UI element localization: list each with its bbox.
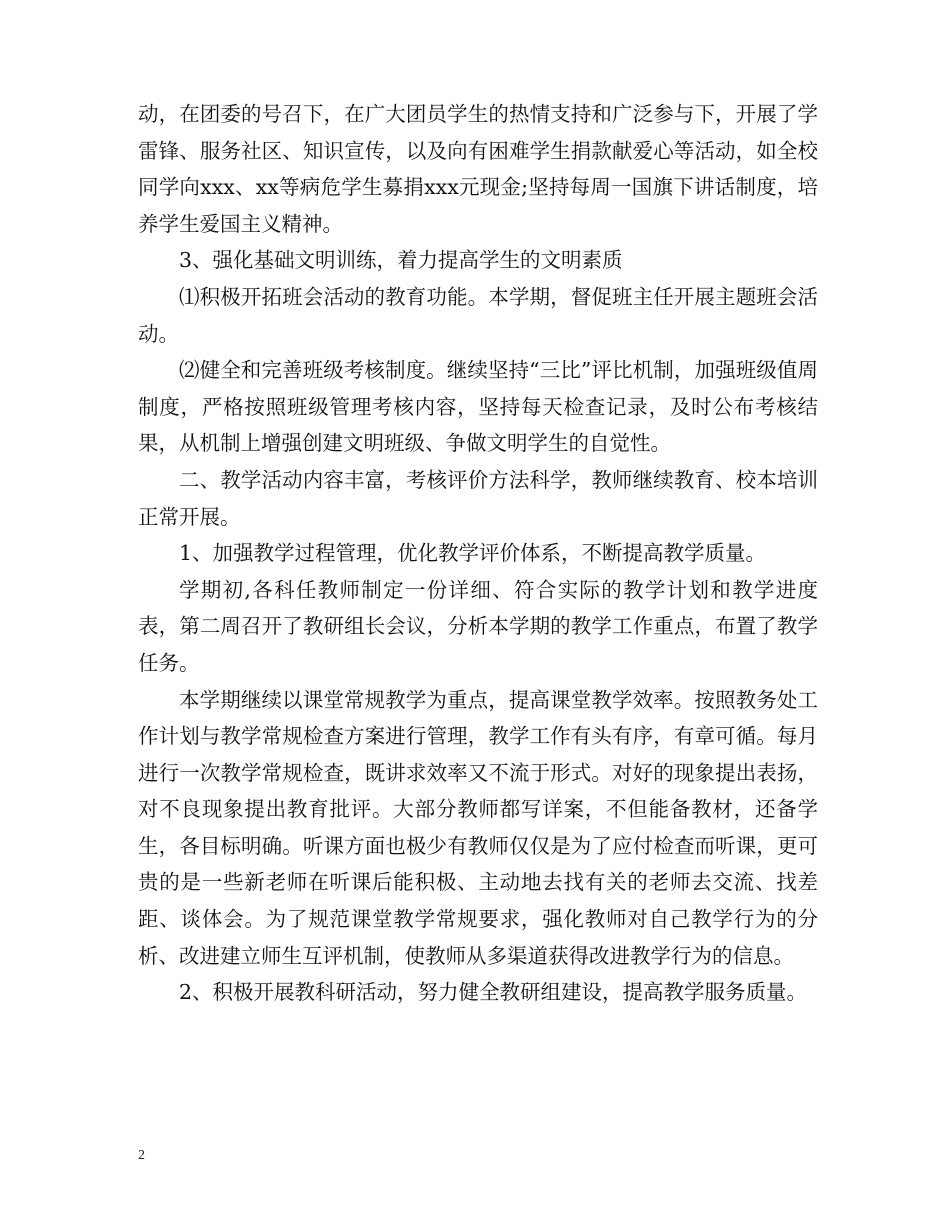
paragraph: ⑵健全和完善班级考核制度。继续坚持“三比”评比机制，加强班级值周制度，严格按照班级管理考核内容，坚持每天检查记录，及时公布考核结果，从机制上增强创建文明班级、争做文明学生的自觉性。 <box>138 358 818 456</box>
paragraph: 本学期继续以课堂常规教学为重点，提高课堂教学效率。按照教务处工作计划与教学常规检查方案进行管理，教学工作有头有序，有章可循。每月进行一次教学常规检查，既讲求效率又不流于形式。对好的现象提出表扬，对不良现象提出教育批评。大部分教师都写详案，不但能备教材，还备学生，各目标明确。听课方面也极少有教师仅仅是为了应付检查而听课，更可贵的是一些新老师在听课后能积极、主动地去找有关的老师去交流、找差距、谈体会。为了规范课堂教学常规要求，强化教师对自己教学行为的分析、改进建立师生互评机制，使教师从多渠道获得改进教学行为的信息。 <box>138 687 818 968</box>
paragraph: 学期初,各科任教师制定一份详细、符合实际的教学计划和教学进度表，第二周召开了教研组长会议，分析本学期的教学工作重点，布置了教学任务。 <box>138 577 818 675</box>
paragraph: ⑴积极开拓班会活动的教育功能。本学期，督促班主任开展主题班会活动。 <box>138 284 818 346</box>
paragraph: 二、教学活动内容丰富，考核评价方法科学，教师继续教育、校本培训正常开展。 <box>138 467 818 529</box>
paragraph: 2、积极开展教科研活动，努力健全教研组建设，提高教学服务质量。 <box>179 980 808 1005</box>
document-body <box>138 96 818 1011</box>
page-number: 2 <box>138 1148 145 1163</box>
paragraph: 1、加强教学过程管理，优化教学评价体系，不断提高教学质量。 <box>179 541 767 566</box>
paragraph: 动，在团委的号召下，在广大团员学生的热情支持和广泛参与下，开展了学雷锋、服务社区、知识宣传，以及向有困难学生捐款献爱心等活动，如全校同学向xxx、xx等病危学生募捐xxx元现金;坚持每周一国旗下讲话制度，培养学生爱国主义精神。 <box>138 102 818 236</box>
paragraph: 3、强化基础文明训练，着力提高学生的文明素质 <box>179 248 623 273</box>
